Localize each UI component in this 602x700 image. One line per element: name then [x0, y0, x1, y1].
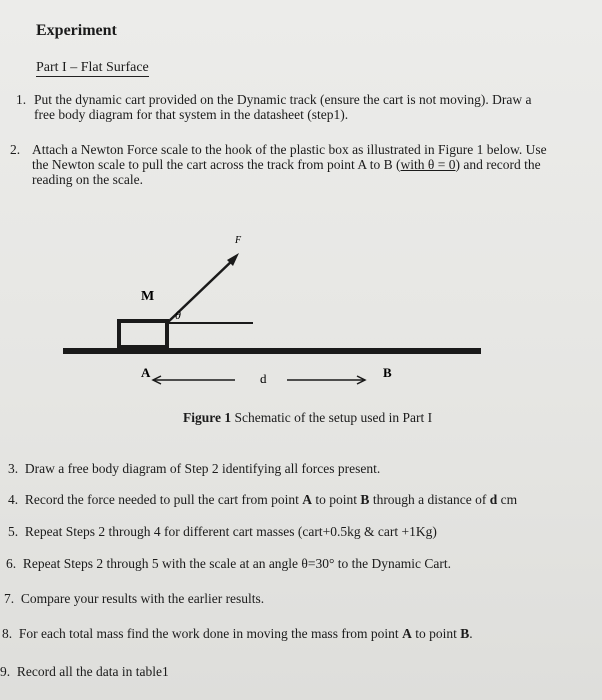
step-text: Record the force needed to pull the cart from point [24, 492, 303, 507]
angle-label: θ [175, 308, 181, 322]
point-a-label: A [141, 365, 151, 380]
step-6 [6, 556, 451, 572]
step-text: Draw a free body diagram of Step 2 identifying all forces present. [24, 461, 381, 476]
step-3 [8, 461, 380, 477]
step-9 [0, 664, 169, 680]
point-a-ref: A [302, 492, 313, 507]
figure-caption-label: Figure 1 [183, 410, 232, 425]
step-text: to point [312, 492, 361, 507]
cart-box [119, 321, 167, 347]
step-text: Repeat Steps 2 through 4 for different cart masses (cart+0.5kg & cart +1Kg) [24, 524, 437, 539]
instruction-1 [16, 92, 576, 122]
step-text: Record all the data in table1 [16, 664, 169, 679]
part-title: Part I – Flat Surface [36, 60, 149, 75]
step-text: Compare your results with the earlier results. [20, 591, 265, 606]
instruction-2 [10, 142, 595, 187]
instruction-1-number: 1. [16, 92, 27, 107]
instruction-2-number: 2. [10, 142, 21, 157]
step-text: to point [411, 626, 461, 641]
instruction-2-line2 [32, 157, 595, 172]
step-number: 3. [8, 461, 19, 476]
point-a-ref: A [402, 626, 412, 641]
step-5 [8, 524, 437, 540]
step-4 [8, 492, 517, 508]
step-number: 6. [6, 556, 17, 571]
instruction-2-line1: Attach a Newton Force scale to the hook of the plastic box as illustrated in Figure 1 below. Use [32, 142, 547, 157]
instruction-2-theta-condition: with θ = 0 [400, 157, 456, 172]
point-b-label: B [383, 365, 392, 380]
mass-label: M [141, 289, 155, 304]
step-number: 4. [8, 492, 19, 507]
instruction-1-line1: Put the dynamic cart provided on the Dynamic track (ensure the cart is not moving). Draw a [34, 92, 532, 107]
instruction-2-line3: reading on the scale. [32, 172, 143, 187]
force-label: F [235, 235, 242, 246]
figure-caption-text: Schematic of the setup used in Part I [231, 410, 433, 425]
figure-caption [183, 410, 432, 426]
point-b-ref: B [460, 626, 470, 641]
instruction-2-line2-c: ) and record the [455, 157, 541, 172]
step-text: Repeat Steps 2 through 5 with the scale at an angle θ=30° to the Dynamic Cart. [22, 556, 451, 571]
step-8 [2, 626, 473, 642]
step-7 [4, 591, 264, 607]
step-text: For each total mass find the work done in moving the mass from point [18, 626, 403, 641]
point-b-ref: B [360, 492, 370, 507]
distance-label: d [260, 371, 267, 386]
instruction-1-line2: free body diagram for that system in the datasheet (step1). [34, 107, 349, 122]
step-number: 9. [0, 664, 11, 679]
step-number: 5. [8, 524, 19, 539]
step-number: 7. [4, 591, 15, 606]
step-text: cm [497, 492, 518, 507]
step-number: 8. [2, 626, 13, 641]
step-text: through a distance of [369, 492, 490, 507]
step-text: . [469, 626, 473, 641]
section-heading: Experiment [36, 22, 117, 39]
instruction-2-line2-a: the Newton scale to pull the cart across the track from point A to B ( [32, 157, 401, 172]
distance-ref: d [489, 492, 498, 507]
figure-1-diagram [55, 225, 485, 405]
